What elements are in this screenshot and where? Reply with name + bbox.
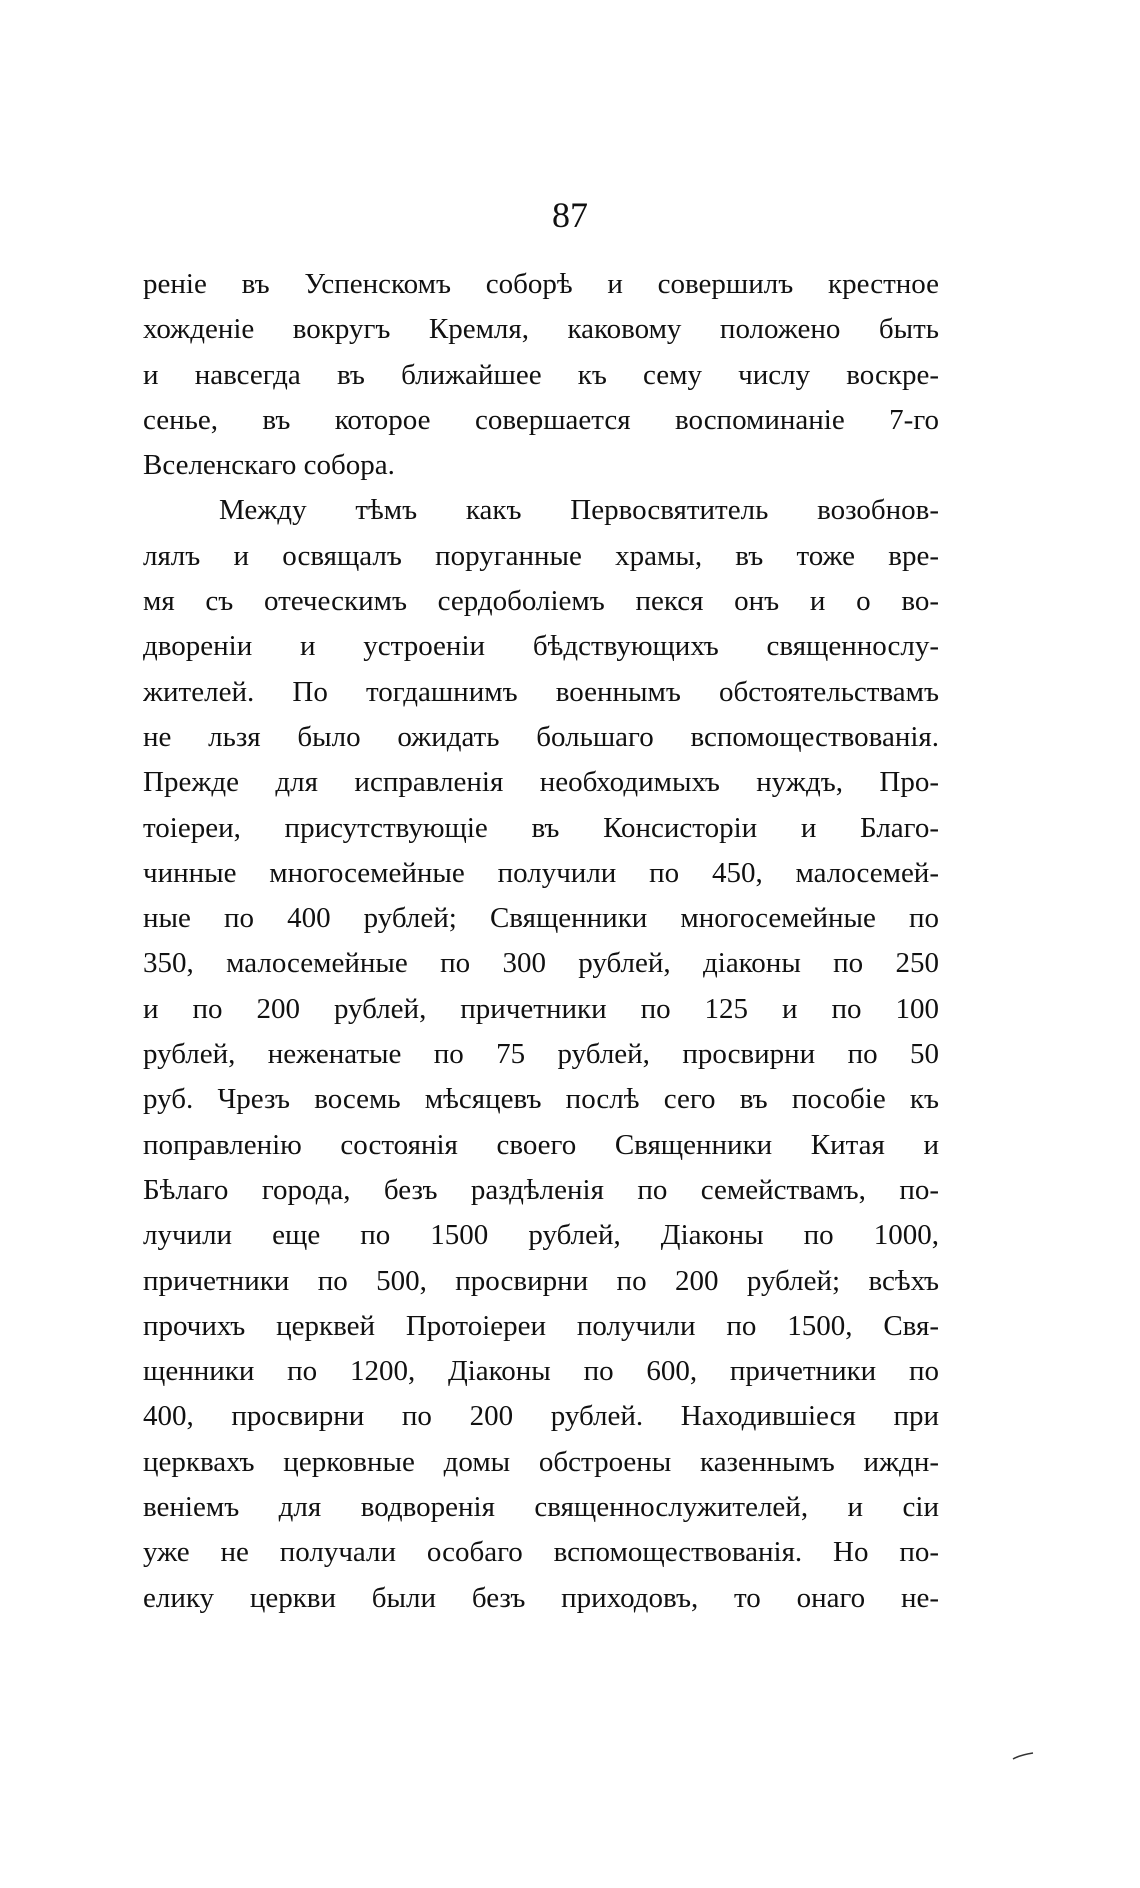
text-line: Прежде для исправленія необходимыхъ нуждъ, Про- bbox=[143, 766, 939, 799]
text-line: Между тѣмъ какъ Первосвятитель возобнов- bbox=[219, 494, 939, 527]
text-line: чинные многосемейные получили по 450, малосемей- bbox=[143, 856, 939, 889]
text-line: церквахъ церковные домы обстроены казеннымъ иждн- bbox=[143, 1445, 939, 1478]
text-line: уже не получали особаго вспомоществованія. Но по- bbox=[143, 1536, 939, 1569]
text-line: хожденіе вокругъ Кремля, каковому положено быть bbox=[143, 313, 939, 346]
text-line: руб. Чрезъ восемь мѣсяцевъ послѣ сего въ пособіе къ bbox=[143, 1083, 939, 1116]
text-line: лялъ и освящалъ поруганные храмы, въ тоже вре- bbox=[143, 539, 939, 572]
text-line: сенье, въ которое совершается воспоминаніе 7-го bbox=[143, 403, 939, 436]
text-line: Бѣлаго города, безъ раздѣленія по семействамъ, по- bbox=[143, 1173, 939, 1206]
text-line: ные по 400 рублей; Священники многосемейные по bbox=[143, 902, 939, 935]
text-line: двореніи и устроеніи бѣдствующихъ священнослу- bbox=[143, 630, 939, 663]
text-line: Вселенскаго собора. bbox=[143, 449, 395, 482]
text-line: реніе въ Успенскомъ соборѣ и совершилъ крестное bbox=[143, 268, 939, 300]
ink-mark bbox=[1012, 1752, 1034, 1760]
text-line: причетники по 500, просвирни по 200 рублей; всѣхъ bbox=[143, 1264, 939, 1297]
text-line: мя съ отеческимъ сердоболіемъ пекся онъ и о во- bbox=[143, 585, 939, 618]
text-line: поправленію состоянія своего Священники Китая и bbox=[143, 1128, 939, 1161]
text-line: елику церкви были безъ приходовъ, то онаго не- bbox=[143, 1581, 939, 1614]
text-line: лучили еще по 1500 рублей, Діаконы по 1000, bbox=[143, 1219, 939, 1252]
text-line: не льзя было ожидать большаго вспомоществованія. bbox=[143, 720, 939, 753]
text-line: веніемъ для водворенія священнослужителей, и сіи bbox=[143, 1491, 939, 1524]
text-line: 400, просвирни по 200 рублей. Находившіеся при bbox=[143, 1400, 939, 1433]
body-text bbox=[143, 262, 939, 1621]
text-line: и по 200 рублей, причетники по 125 и по 100 bbox=[143, 992, 939, 1025]
text-line: прочихъ церквей Протоіереи получили по 1500, Свя- bbox=[143, 1309, 939, 1342]
text-line: тоіереи, присутствующіе въ Консисторіи и Благо- bbox=[143, 811, 939, 844]
text-line: и навсегда въ ближайшее къ сему числу воскре- bbox=[143, 358, 939, 391]
text-line: щенники по 1200, Діаконы по 600, причетники по bbox=[143, 1355, 939, 1388]
text-line: жителей. По тогдашнимъ военнымъ обстоятельствамъ bbox=[143, 675, 939, 708]
page-number: 87 bbox=[552, 195, 588, 235]
text-line: рублей, неженатые по 75 рублей, просвирни по 50 bbox=[143, 1038, 939, 1071]
text-line: 350, малосемейные по 300 рублей, діаконы по 250 bbox=[143, 947, 939, 980]
